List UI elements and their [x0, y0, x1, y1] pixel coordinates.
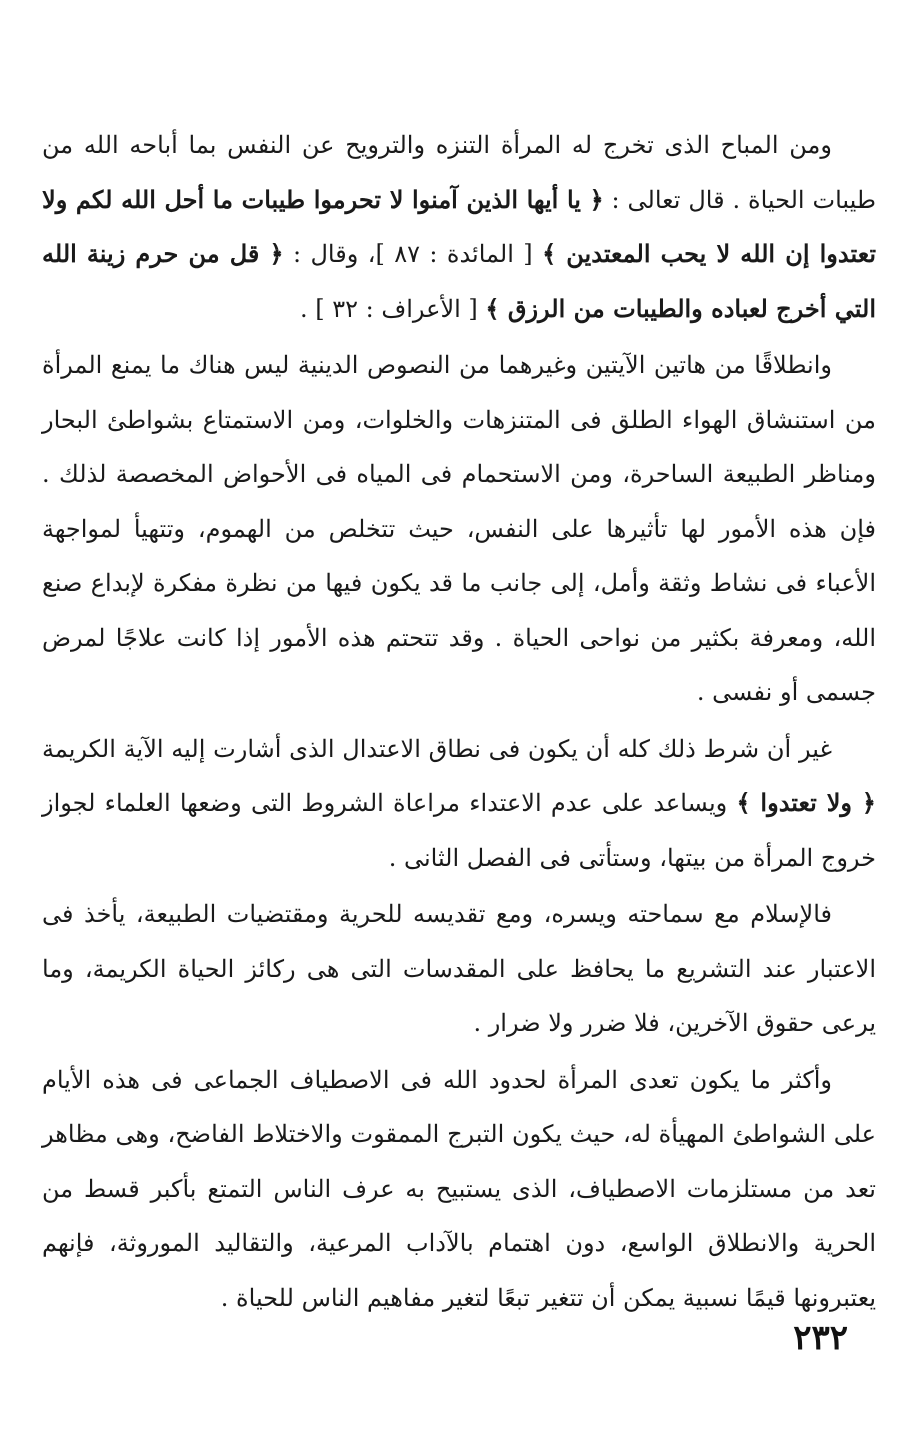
paragraph-3 [42, 722, 876, 886]
paragraph-2: وانطلاقًا من هاتين الآيتين وغيرهما من النصوص الدينية ليس هناك ما يمنع المرأة من استنشاق الهواء الطلق فى المتنزهات والخلوات، ومن الاستمتاع بشواطئ البحار ومناظر الطبيعة الساحرة، ومن الاستحمام فى المياه فى الأحواض المخصصة لذلك . فإن هذه الأمور لها تأثيرها على النفس، حيث تتخلص من الهموم، وتتهيأ لمواجهة الأعباء فى نشاط وثقة وأمل، إلى جانب ما قد يكون فيها من نظرة مفكرة لإبداع صنع الله، ومعرفة بكثير من نواحى الحياة . وقد تتحتم هذه الأمور إذا كانت علاجًا لمرض جسمى أو نفسى . [42, 351, 876, 706]
page-number: ٢٣٢ [793, 1318, 848, 1358]
paragraph-3-text: غير أن شرط ذلك كله أن يكون فى نطاق الاعتدال الذى أشارت إليه الآية الكريمة [42, 734, 832, 763]
body-text [42, 118, 876, 1325]
paragraph-3-continuation: ويساعد على عدم الاعتداء مراعاة الشروط التى وضعها العلماء لجواز خروج المرأة من بيتها، وستأتى فى الفصل الثانى . [42, 789, 876, 872]
verse-reference-araf: [ الأعراف : ٣٢ ] . [299, 294, 486, 323]
paragraph-4: فالإسلام مع سماحته ويسره، ومع تقديسه للحرية ومقتضيات الطبيعة، يأخذ فى الاعتبار عند التشريع ما يحافظ على المقدسات التى هى ركائز الحياة الكريمة، وما يرعى حقوق الآخرين، فلا ضرر ولا ضرار . [42, 900, 876, 1037]
quran-verse-maida: ﴿ يا أيها الذين آمنوا لا تحرموا طيبات ما أحل الله لكم ولا تعتدوا إن الله لا يحب المعتدين ﴾ [42, 184, 876, 268]
paragraph-5: وأكثر ما يكون تعدى المرأة لحدود الله فى الاصطياف الجماعى فى هذه الأيام على الشواطئ المهيأة له، حيث يكون التبرج الممقوت والاختلاط الفاضح، وهى مظاهر تعد من مستلزمات الاصطياف، الذى يستبيح به عرف الناس التمتع بأكبر قسط من الحرية والانطلاق الواسع، دون اهتمام بالآداب المرعية، والتقاليد الموروثة، فإنهم يعتبرونها قيمًا نسبية يمكن أن تتغير تبعًا لتغير مفاهيم الناس للحياة . [42, 1065, 876, 1312]
quran-verse-la-tatadu: ﴿ ولا تعتدوا ﴾ [736, 788, 876, 817]
quran-verse-araf: ﴿ قل من حرم زينة الله التي أخرج لعباده والطيبات من الرزق ﴾ [42, 239, 876, 323]
paragraph-1-text: ومن المباح الذى تخرج له المرأة التنزه والترويح عن النفس بما أباحه الله من طيبات الحياة . قال تعالى : [42, 131, 876, 214]
verse-reference-maida: [ المائدة : ٨٧ ]، وقال : [283, 240, 543, 268]
paragraph-1 [42, 118, 876, 336]
